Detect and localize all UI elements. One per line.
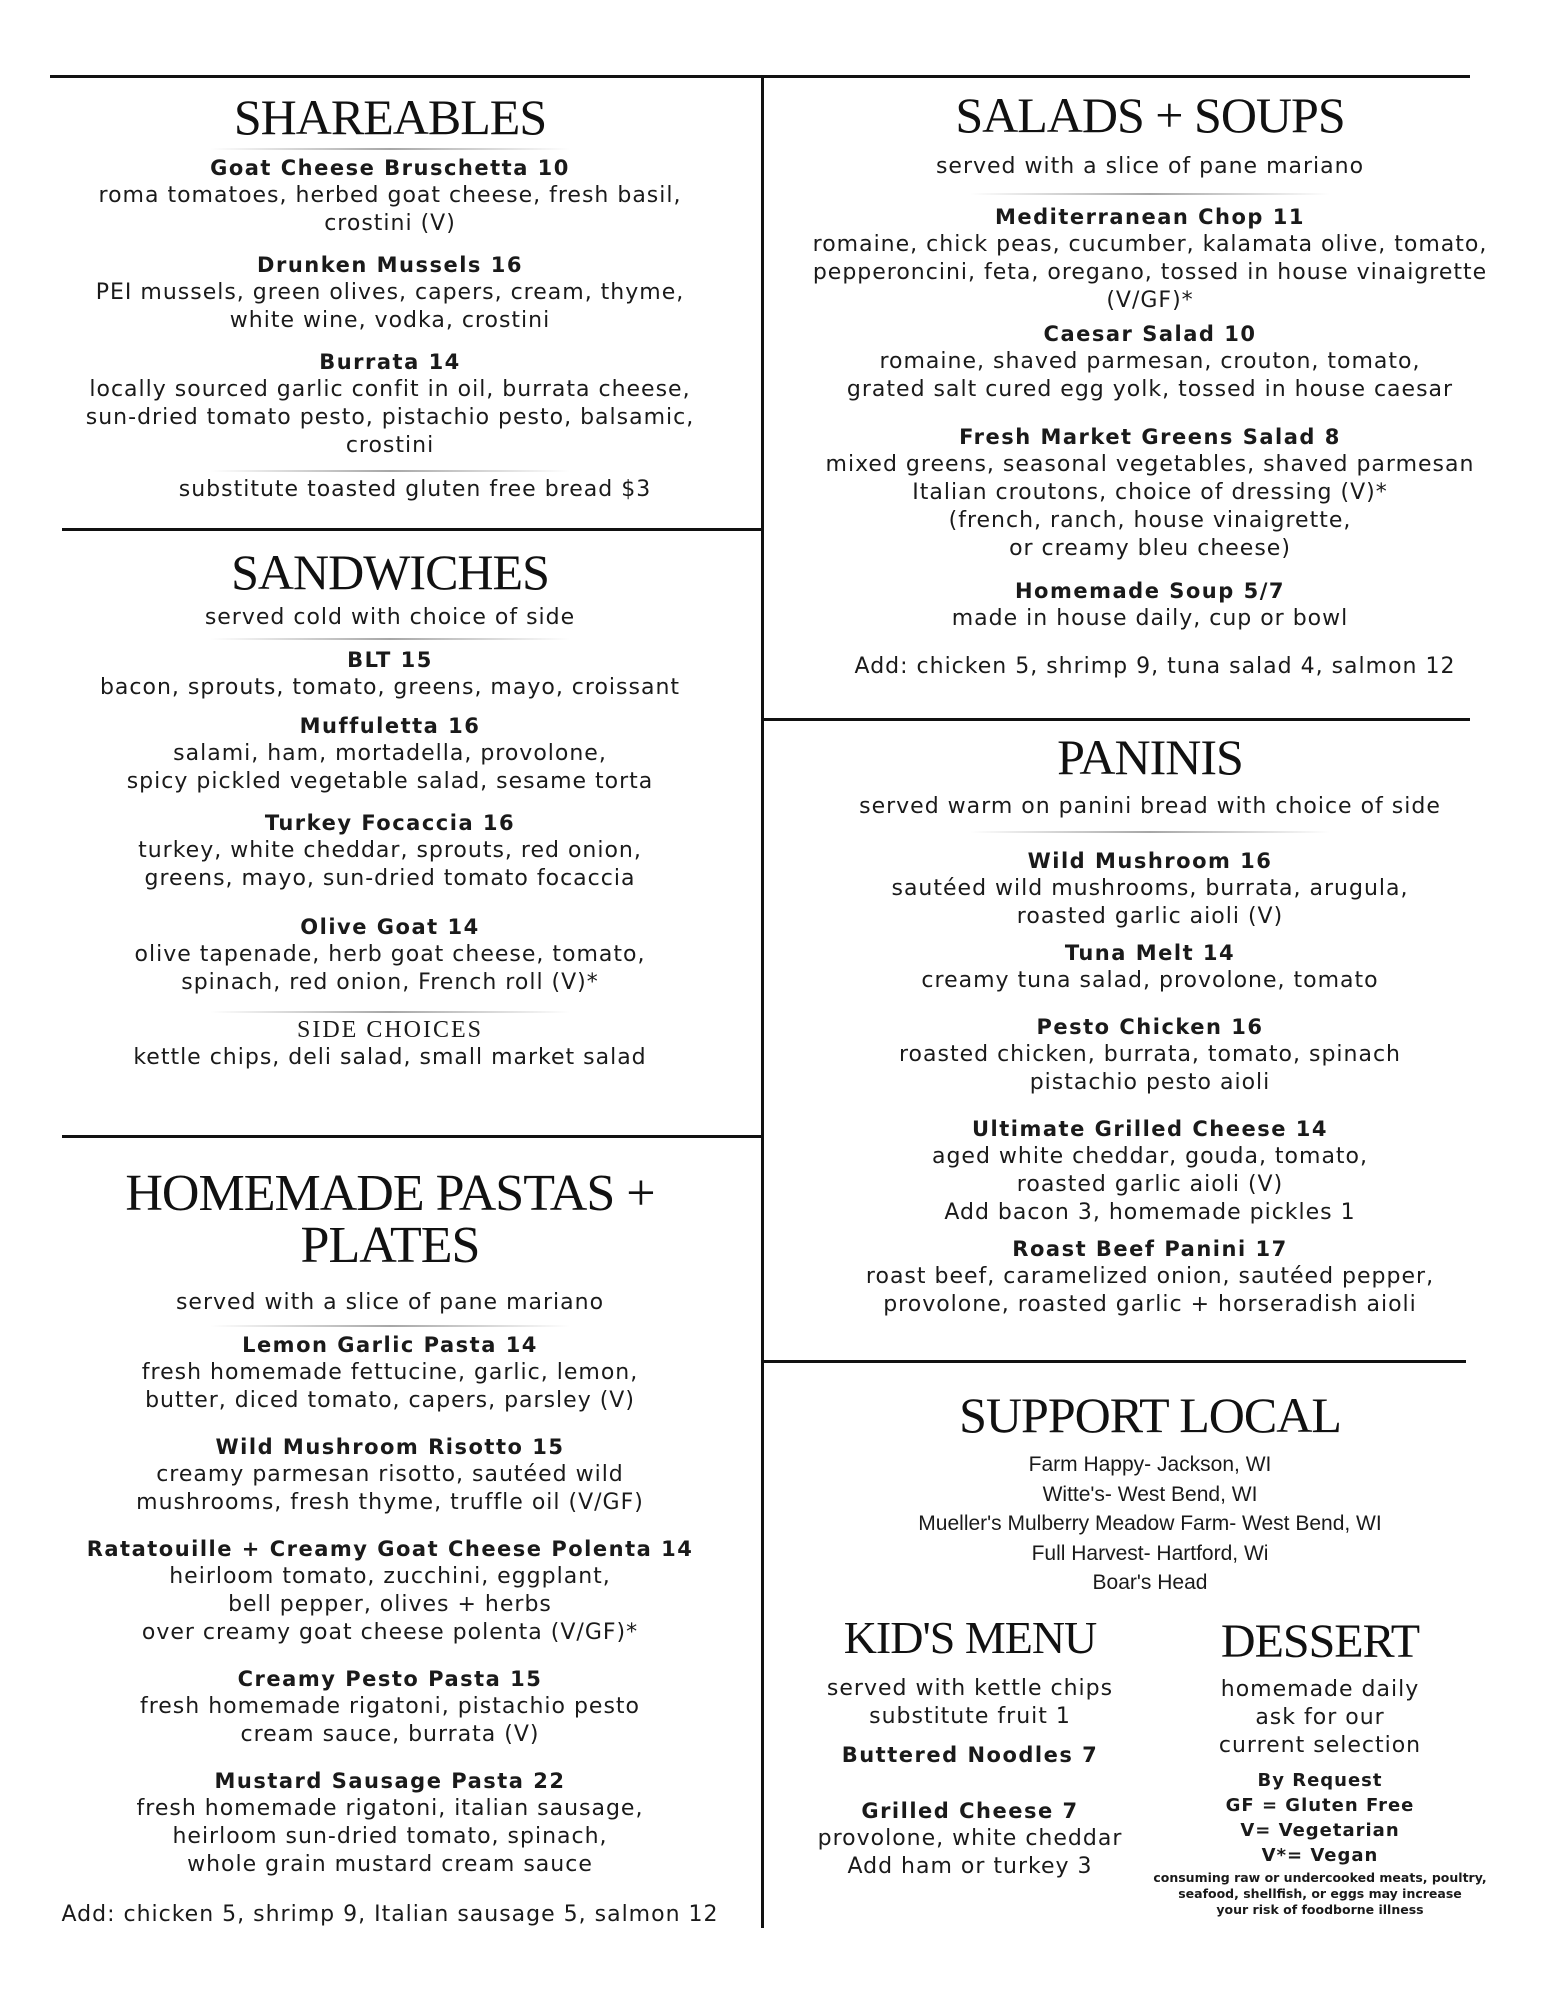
item-description: fresh homemade rigatoni, pistachio pesto cream sauce, burrata (V) [139,1694,641,1747]
menu-item [800,320,1500,404]
divider-fade [210,638,570,640]
menu-item [40,913,740,997]
pastas-subtitle: served with a slice of pane mariano [175,1290,605,1315]
item-name: BLT 15 [347,648,433,672]
item-name: Buttered Noodles 7 [841,1743,1099,1767]
diet-legend-line: GF = Gluten Free [1225,1795,1415,1816]
menu-item [800,577,1500,633]
sandwiches-bottom-rule [62,1135,762,1138]
support-local-title: SUPPORT LOCAL [959,1387,1341,1443]
center-divider [761,78,764,1928]
menu-item [40,251,740,335]
divider-fade [210,148,570,150]
item-name: Wild Mushroom Risotto 15 [215,1435,565,1459]
menu-item [800,847,1500,931]
item-name: Creamy Pesto Pasta 15 [237,1667,543,1691]
item-description: roast beef, caramelized onion, sautéed pepper, provolone, roasted garlic + horseradish aioli [865,1264,1435,1317]
item-name: Homemade Soup 5/7 [1014,579,1285,603]
item-description: creamy parmesan risotto, sautéed wild mushrooms, fresh thyme, truffle oil (V/GF) [136,1462,644,1515]
menu-item [40,809,740,893]
menu-item [800,203,1500,315]
food-safety-warning: consuming raw or undercooked meats, poultry, seafood, shellfish, or eggs may increase your risk of foodborne illness [1153,1870,1487,1917]
dessert-section [1150,1615,1490,1918]
gluten-free-note: substitute toasted gluten free bread $3 [178,477,652,502]
menu-item [40,646,740,702]
salads-section [800,87,1500,681]
item-description: roma tomatoes, herbed goat cheese, fresh basil, crostini (V) [98,183,682,236]
item-description: fresh homemade fettucine, garlic, lemon, butter, diced tomato, capers, parsley (V) [141,1360,639,1413]
item-name: Roast Beef Panini 17 [1012,1237,1288,1261]
menu-item [40,1331,740,1415]
diet-legend-line: V*= Vegan [1261,1845,1379,1866]
shareables-section [40,89,740,504]
item-description: aged white cheddar, gouda, tomato, roasted garlic aioli (V) Add bacon 3, homemade pickles 1 [931,1144,1369,1225]
dessert-title: DESSERT [1220,1615,1420,1668]
item-description: locally sourced garlic confit in oil, burrata cheese, sun-dried tomato pesto, pistachio pesto, balsamic, crostini [85,377,695,458]
support-local-section [800,1387,1500,1598]
item-description: fresh homemade rigatoni, italian sausage, heirloom sun-dried tomato, spinach, whole grain mustard cream sauce [136,1796,644,1877]
item-name: Ultimate Grilled Cheese 14 [971,1117,1329,1141]
local-partner: Farm Happy- Jackson, WI [1028,1453,1272,1476]
local-partner: Witte's- West Bend, WI [1042,1482,1258,1506]
dessert-description: homemade daily ask for our current selection [1218,1677,1422,1758]
item-name: Goat Cheese Bruschetta 10 [210,156,570,180]
menu-item [40,154,740,238]
local-partner: Mueller's Mulberry Meadow Farm- West Bend, WI [918,1512,1382,1535]
kids-menu-section [800,1612,1140,1881]
menu-item [40,712,740,796]
menu-item [800,423,1500,563]
local-partner: Boar's Head [1092,1571,1208,1594]
menu-item [800,1115,1500,1227]
salads-subtitle: served with a slice of pane mariano [935,154,1365,179]
side-choices-list: kettle chips, deli salad, small market salad [133,1045,647,1070]
item-name: Mustard Sausage Pasta 22 [214,1769,566,1793]
salads-title: SALADS + SOUPS [955,87,1345,143]
item-description: creamy tuna salad, provolone, tomato [921,968,1379,993]
item-name: Muffuletta 16 [299,714,481,738]
item-name: Ratatouille + Creamy Goat Cheese Polenta 14 [86,1537,694,1561]
item-name: Burrata 14 [319,350,461,374]
item-description: salami, ham, mortadella, provolone, spicy pickled vegetable salad, sesame torta [126,741,654,794]
item-name: Drunken Mussels 16 [257,253,523,277]
paninis-bottom-rule [764,1360,1466,1363]
item-description: made in house daily, cup or bowl [951,606,1349,631]
menu-item [40,1535,740,1647]
item-name: Wild Mushroom 16 [1027,849,1273,873]
pastas-title: HOMEMADE PASTAS + PLATES [125,1165,655,1274]
item-description: turkey, white cheddar, sprouts, red onion, greens, mayo, sun-dried tomato focaccia [138,838,642,891]
divider-fade [210,470,570,472]
item-description: romaine, chick peas, cucumber, kalamata olive, tomato, pepperoncini, feta, oregano, tossed in house vinaigrette (V/GF)* [812,232,1488,313]
item-name: Olive Goat 14 [300,915,480,939]
item-description: sautéed wild mushrooms, burrata, arugula, roasted garlic aioli (V) [891,876,1409,929]
menu-item [800,1235,1500,1319]
item-description: provolone, white cheddar Add ham or turkey 3 [817,1826,1123,1879]
shareables-bottom-rule [62,528,762,531]
item-name: Caesar Salad 10 [1043,322,1257,346]
shareables-title: SHAREABLES [233,89,547,145]
local-partner: Full Harvest- Hartford, Wi [1031,1541,1269,1565]
pastas-add-ons: Add: chicken 5, shrimp 9, Italian sausage 5, salmon 12 [61,1902,719,1927]
item-description: heirloom tomato, zucchini, eggplant, bell pepper, olives + herbs over creamy goat cheese polenta (V/GF)* [141,1564,639,1645]
item-name: Fresh Market Greens Salad 8 [959,425,1341,449]
paninis-section [800,729,1500,1319]
item-description: mixed greens, seasonal vegetables, shaved parmesan Italian croutons, choice of dressing (V)* (french, ranch, house vinaigrette, or creamy bleu cheese) [825,452,1475,561]
divider-fade [210,1325,570,1327]
divider-fade [970,193,1330,195]
salads-bottom-rule [764,718,1470,721]
pastas-section [40,1165,740,1929]
salads-add-ons: Add: chicken 5, shrimp 9, tuna salad 4, salmon 12 [854,654,1456,679]
sandwiches-section [40,544,740,1072]
menu-item [40,1665,740,1749]
menu-item [40,1433,740,1517]
sandwiches-subtitle: served cold with choice of side [204,605,576,630]
item-name: Mediterranean Chop 11 [994,205,1306,229]
top-rule [50,75,1470,78]
item-name: Grilled Cheese 7 [861,1799,1079,1823]
menu-item [800,939,1500,995]
divider-fade [210,1011,570,1013]
kids-menu-title: KID'S MENU [843,1612,1097,1663]
side-choices-title: SIDE CHOICES [296,1017,483,1043]
item-description: olive tapenade, herb goat cheese, tomato, spinach, red onion, French roll (V)* [134,942,646,995]
menu-item [40,348,740,460]
menu-item [800,1013,1500,1097]
menu-item [800,1741,1140,1769]
kids-menu-subtitle: served with kettle chips substitute fruit 1 [826,1676,1114,1729]
item-description: romaine, shaved parmesan, crouton, tomato, grated salt cured egg yolk, tossed in house caesar [846,349,1454,402]
item-name: Turkey Focaccia 16 [264,811,516,835]
item-description: PEI mussels, green olives, capers, cream, thyme, white wine, vodka, crostini [95,280,685,333]
sandwiches-title: SANDWICHES [231,544,549,600]
paninis-title: PANINIS [1057,729,1243,785]
item-description: roasted chicken, burrata, tomato, spinach pistachio pesto aioli [898,1042,1401,1095]
paninis-subtitle: served warm on panini bread with choice of side [859,794,1441,819]
item-name: Tuna Melt 14 [1064,941,1236,965]
divider-fade [970,831,1330,833]
item-description: bacon, sprouts, tomato, greens, mayo, croissant [99,675,681,700]
item-name: Lemon Garlic Pasta 14 [242,1333,538,1357]
diet-legend-line: V= Vegetarian [1240,1820,1400,1841]
diet-legend-line: By Request [1257,1770,1383,1791]
menu-item [40,1767,740,1879]
menu-item [800,1797,1140,1881]
item-name: Pesto Chicken 16 [1036,1015,1264,1039]
